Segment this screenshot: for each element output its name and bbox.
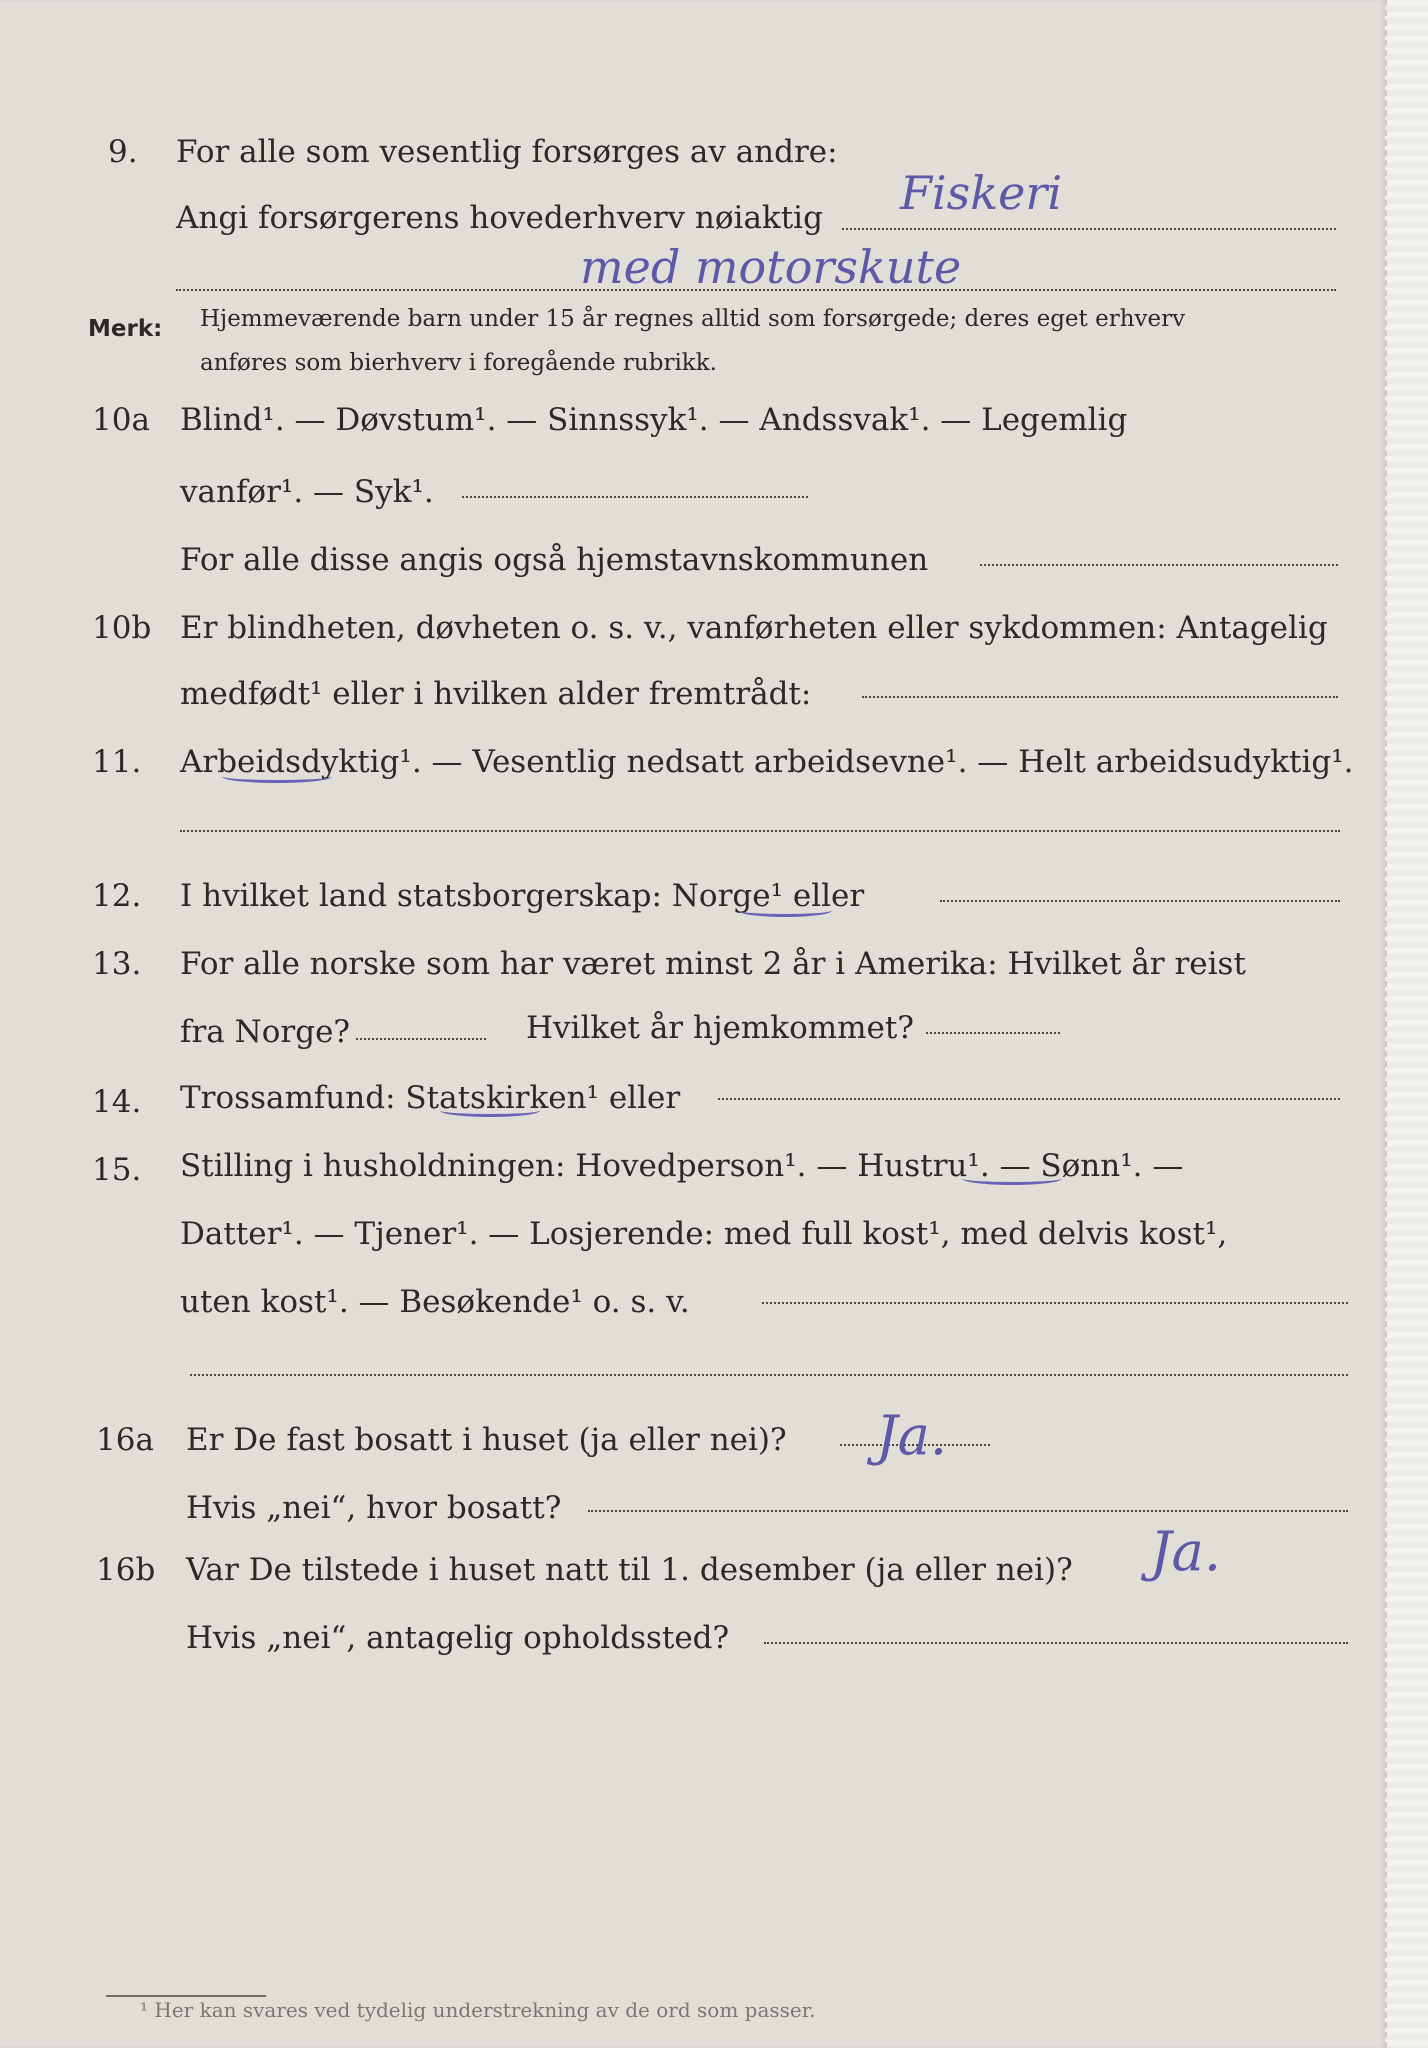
q10a-line3: For alle disse angis også hjemstavnskommunen <box>180 542 929 578</box>
q9-line2: Angi forsørgerens hovederhverv nøiaktig <box>176 200 823 236</box>
q14-number: 14. <box>92 1084 142 1120</box>
q9-answer-line1 <box>842 228 1336 230</box>
q12-answer-line <box>940 900 1340 902</box>
q10a-hometown-line <box>980 564 1338 566</box>
q11-handwritten-underline <box>222 770 332 783</box>
q11-line1: Arbeidsdyktig¹. — Vesentlig nedsatt arbeidsevne¹. — Helt arbeidsudyktig¹. <box>180 744 1354 780</box>
q13-line1: For alle norske som har været minst 2 år i Amerika: Hvilket år reist <box>180 946 1246 982</box>
q9-handwritten-answer1: Fiskeri <box>900 166 1063 220</box>
q16a-handwritten-answer: Ja. <box>876 1404 948 1467</box>
q15-answer-line2 <box>190 1374 1348 1376</box>
q9-handwritten-answer2: med motorskute <box>580 240 962 294</box>
q15-number: 15. <box>92 1152 142 1188</box>
q15-line1: Stilling i husholdningen: Hovedperson¹. — Hustru¹. — Sønn¹. — <box>180 1148 1184 1184</box>
q13-line2a: fra Norge? <box>180 1014 351 1050</box>
q16b-whereabouts-line <box>764 1642 1348 1644</box>
q15-answer-line1 <box>762 1302 1348 1304</box>
q13-number: 13. <box>92 946 142 982</box>
q10b-line2: medfødt¹ eller i hvilken alder fremtrådt: <box>180 676 812 712</box>
merk-line1: Hjemmeværende barn under 15 år regnes alltid som forsørgede; deres eget erhverv <box>200 306 1186 332</box>
q11-answer-line <box>180 830 1340 832</box>
q15-line3: uten kost¹. — Besøkende¹ o. s. v. <box>180 1284 690 1320</box>
q13-line2b: Hvilket år hjemkommet? <box>526 1010 914 1046</box>
q14-answer-line <box>718 1098 1340 1100</box>
q12-line1: I hvilket land statsborgerskap: Norge¹ eller <box>180 878 865 914</box>
q10b-line1: Er blindheten, døvheten o. s. v., vanførheten eller sykdommen: Antagelig <box>180 610 1328 646</box>
q10a-answer-line <box>462 496 808 498</box>
q16b-number: 16b <box>96 1552 156 1588</box>
merk-line2: anføres som bierhverv i foregående rubrikk. <box>200 350 717 376</box>
q16b-handwritten-answer: Ja. <box>1150 1520 1222 1583</box>
q9-number: 9. <box>108 134 138 170</box>
q10a-line1: Blind¹. — Døvstum¹. — Sinnssyk¹. — Andssvak¹. — Legemlig <box>180 402 1128 438</box>
footnote: ¹ Her kan svares ved tydelig understrekning av de ord som passer. <box>140 1998 816 2022</box>
q16b-line2: Hvis „nei“, antagelig opholdssted? <box>186 1620 730 1656</box>
merk-label: Merk: <box>88 316 163 342</box>
q14-handwritten-underline <box>440 1104 540 1117</box>
q16a-line1: Er De fast bosatt i huset (ja eller nei)? <box>186 1422 787 1458</box>
q10b-number: 10b <box>92 610 152 646</box>
q10a-number: 10a <box>92 402 150 438</box>
q15-line2: Datter¹. — Tjener¹. — Losjerende: med full kost¹, med delvis kost¹, <box>180 1216 1228 1252</box>
perforated-edge <box>1385 0 1428 2048</box>
q9-line1: For alle som vesentlig forsørges av andre: <box>176 134 838 170</box>
q10a-line2: vanfør¹. — Syk¹. <box>180 474 434 510</box>
q13-departure-line <box>356 1038 486 1040</box>
q14-line1: Trossamfund: Statskirken¹ eller <box>180 1080 681 1116</box>
q11-number: 11. <box>92 744 142 780</box>
q10b-answer-line <box>862 696 1338 698</box>
q16a-residence-line <box>588 1510 1348 1512</box>
q15-handwritten-underline <box>962 1172 1062 1185</box>
q16a-number: 16a <box>96 1422 154 1458</box>
footnote-rule <box>106 1995 266 1997</box>
q12-number: 12. <box>92 878 142 914</box>
q16a-line2: Hvis „nei“, hvor bosatt? <box>186 1490 562 1526</box>
q16b-line1: Var De tilstede i huset natt til 1. desember (ja eller nei)? <box>186 1552 1073 1588</box>
q13-return-line <box>926 1032 1060 1034</box>
q12-handwritten-underline <box>738 904 832 917</box>
